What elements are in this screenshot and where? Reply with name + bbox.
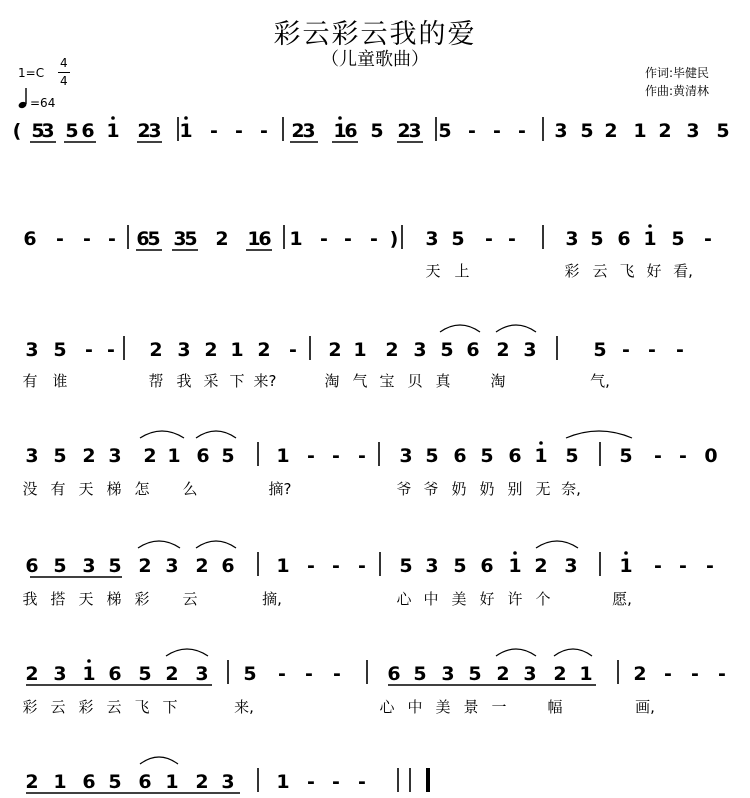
final-barline — [426, 768, 430, 792]
lyric-syllable: 宝 — [379, 372, 395, 390]
note: 3 — [564, 555, 578, 577]
note: 3 — [523, 663, 537, 685]
dash-extension: - — [83, 228, 91, 250]
note: 3 — [148, 120, 162, 142]
lyric-syllable: 飞 — [619, 262, 635, 280]
note: 1 — [508, 555, 522, 577]
tempo-marking: =64 — [30, 96, 56, 110]
note: 1 — [289, 228, 303, 250]
note: 5 — [184, 228, 198, 250]
note: 5 — [438, 120, 452, 142]
note: 2 — [25, 663, 39, 685]
note: 6 — [480, 555, 494, 577]
note: 5 — [53, 555, 67, 577]
lyric-syllable: 淘 — [490, 372, 506, 390]
note: 3 — [523, 339, 537, 361]
note: 2 — [195, 555, 209, 577]
slur-arc — [496, 325, 536, 332]
dash-extension: - — [468, 120, 476, 142]
lyric-syllable: 飞 — [134, 698, 150, 716]
note: 1 — [353, 339, 367, 361]
dash-extension: - — [622, 339, 630, 361]
dash-extension: - — [344, 228, 352, 250]
note: 6 — [453, 445, 467, 467]
lyric-syllable: 彩 — [564, 262, 580, 280]
dash-extension: - — [108, 228, 116, 250]
lyric-syllable: 心 — [379, 698, 395, 716]
time-signature-top: 4 — [60, 56, 68, 70]
dash-extension: - — [320, 228, 328, 250]
note: 5 — [451, 228, 465, 250]
lyric-syllable: 有 — [22, 372, 38, 390]
lyric-syllable: 搭 — [50, 590, 66, 608]
lyric-syllable: 许 — [507, 590, 523, 608]
lyric-syllable: 个 — [535, 590, 551, 608]
note: 2 — [496, 663, 510, 685]
note: 1 — [276, 445, 290, 467]
note: 3 — [82, 555, 96, 577]
slur-arc — [140, 431, 184, 438]
dash-extension: - — [691, 663, 699, 685]
note: 3 — [195, 663, 209, 685]
note: 5 — [53, 339, 67, 361]
slur-arc — [554, 649, 592, 656]
note: 3 — [221, 771, 235, 793]
lyric-syllable: 美 — [435, 698, 451, 716]
note: 6 — [138, 771, 152, 793]
note: 2 — [165, 663, 179, 685]
lyric-syllable: 有 — [50, 480, 66, 498]
note: 3 — [302, 120, 316, 142]
note: 5 — [221, 445, 235, 467]
dash-extension: - — [305, 663, 313, 685]
note: 2 — [257, 339, 271, 361]
lyric-syllable: 天 — [78, 480, 94, 498]
lyric-syllable: 么 — [182, 480, 198, 498]
note: 2 — [397, 120, 411, 142]
lyric-syllable: 摘? — [268, 480, 292, 498]
note: 5 — [480, 445, 494, 467]
slur-arc — [138, 541, 180, 548]
dash-extension: - — [56, 228, 64, 250]
key-signature: 1=C — [18, 66, 45, 80]
note: 5 — [147, 228, 161, 250]
lyric-syllable: 下 — [162, 698, 178, 716]
high-octave-dot — [539, 441, 543, 445]
note: 1 — [333, 120, 347, 142]
lyric-syllable: 彩 — [78, 698, 94, 716]
dash-extension: - — [679, 555, 687, 577]
note: ( — [12, 120, 22, 142]
note: 5 — [413, 663, 427, 685]
dash-extension: - — [654, 555, 662, 577]
note: 6 — [508, 445, 522, 467]
note: 3 — [425, 228, 439, 250]
slur-arc — [196, 431, 236, 438]
note: 6 — [23, 228, 37, 250]
note: 1 — [53, 771, 67, 793]
note: 3 — [25, 339, 39, 361]
note: 3 — [554, 120, 568, 142]
note: 6 — [25, 555, 39, 577]
note: 2 — [204, 339, 218, 361]
note: 3 — [108, 445, 122, 467]
dash-extension: - — [648, 339, 656, 361]
note: 2 — [143, 445, 157, 467]
slur-arc — [166, 649, 208, 656]
high-octave-dot — [111, 116, 115, 120]
dash-extension: - — [493, 120, 501, 142]
note: 2 — [385, 339, 399, 361]
note: 2 — [604, 120, 618, 142]
high-octave-dot — [87, 659, 91, 663]
note: 2 — [25, 771, 39, 793]
lyric-syllable: 怎 — [134, 480, 150, 498]
note: 5 — [243, 663, 257, 685]
note: 2 — [553, 663, 567, 685]
note: 2 — [496, 339, 510, 361]
note: 6 — [344, 120, 358, 142]
lyric-syllable: 愿, — [612, 590, 632, 608]
lyric-syllable: 彩 — [22, 698, 38, 716]
lyric-syllable: 心 — [396, 590, 412, 608]
lyricist-credit: 作词:毕健民 — [645, 66, 710, 80]
slur-arc — [566, 431, 632, 438]
note: 3 — [53, 663, 67, 685]
lyric-syllable: 美 — [451, 590, 467, 608]
lyric-syllable: 云 — [182, 590, 198, 608]
note: 3 — [399, 445, 413, 467]
lyric-syllable: 梯 — [106, 480, 122, 498]
lyric-syllable: 天 — [78, 590, 94, 608]
dash-extension: - — [235, 120, 243, 142]
note: 3 — [165, 555, 179, 577]
lyric-syllable: 来, — [234, 698, 254, 716]
note: 5 — [108, 771, 122, 793]
note: 6 — [387, 663, 401, 685]
note: 1 — [179, 120, 193, 142]
note: 6 — [136, 228, 150, 250]
dash-extension: - — [654, 445, 662, 467]
note: 6 — [221, 555, 235, 577]
high-octave-dot — [648, 224, 652, 228]
lyric-syllable: 天 — [425, 262, 441, 280]
lyric-syllable: 无 — [535, 480, 551, 498]
time-signature-bottom: 4 — [60, 74, 68, 88]
dash-extension: - — [210, 120, 218, 142]
note: 5 — [425, 445, 439, 467]
note: 1 — [106, 120, 120, 142]
lyric-syllable: 中 — [423, 590, 439, 608]
note: 5 — [440, 339, 454, 361]
dash-extension: - — [307, 771, 315, 793]
lyric-syllable: 彩 — [134, 590, 150, 608]
note: 3 — [565, 228, 579, 250]
note: 1 — [579, 663, 593, 685]
note: 3 — [441, 663, 455, 685]
note: 6 — [196, 445, 210, 467]
slur-arc — [440, 325, 480, 332]
note: 5 — [399, 555, 413, 577]
dash-extension: - — [289, 339, 297, 361]
note: 5 — [108, 555, 122, 577]
note: 2 — [149, 339, 163, 361]
lyric-syllable: 云 — [106, 698, 122, 716]
song-subtitle: （儿童歌曲） — [321, 49, 429, 70]
lyric-syllable: 真 — [435, 372, 451, 390]
lyric-syllable: 气, — [590, 372, 610, 390]
note: 2 — [195, 771, 209, 793]
note: 2 — [658, 120, 672, 142]
note: 1 — [167, 445, 181, 467]
lyric-syllable: 中 — [407, 698, 423, 716]
lyric-syllable: 贝 — [407, 372, 423, 390]
note: 6 — [82, 771, 96, 793]
note: 0 — [704, 445, 718, 467]
note: 3 — [41, 120, 55, 142]
lyric-syllable: 下 — [229, 372, 245, 390]
note: 3 — [177, 339, 191, 361]
note: 1 — [534, 445, 548, 467]
note: 5 — [593, 339, 607, 361]
lyric-syllable: 谁 — [52, 372, 68, 390]
lyric-syllable: 摘, — [262, 590, 282, 608]
high-octave-dot — [338, 116, 342, 120]
dash-extension: - — [332, 445, 340, 467]
lyric-syllable: 爷 — [423, 480, 439, 498]
lyric-syllable: 采 — [203, 372, 219, 390]
note: 5 — [31, 120, 45, 142]
dash-extension: - — [358, 771, 366, 793]
note: 3 — [25, 445, 39, 467]
dash-extension: - — [307, 445, 315, 467]
note: 5 — [453, 555, 467, 577]
note: 5 — [716, 120, 730, 142]
note: 1 — [619, 555, 633, 577]
lyric-syllable: 来? — [253, 372, 277, 390]
lyric-syllable: 奶 — [479, 480, 495, 498]
dash-extension: - — [704, 228, 712, 250]
high-octave-dot — [513, 551, 517, 555]
dash-extension: - — [370, 228, 378, 250]
note: 1 — [276, 555, 290, 577]
note: 6 — [617, 228, 631, 250]
note: 5 — [65, 120, 79, 142]
slur-arc — [140, 757, 178, 764]
slur-arc — [196, 541, 236, 548]
note: ) — [389, 228, 399, 250]
note: 5 — [565, 445, 579, 467]
lyric-syllable: 看, — [673, 262, 693, 280]
lyric-syllable: 我 — [22, 590, 38, 608]
note: 1 — [633, 120, 647, 142]
dash-extension: - — [332, 555, 340, 577]
note: 3 — [413, 339, 427, 361]
note: 5 — [590, 228, 604, 250]
dash-extension: - — [278, 663, 286, 685]
note: 1 — [230, 339, 244, 361]
dash-extension: - — [518, 120, 526, 142]
note: 3 — [425, 555, 439, 577]
lyric-syllable: 没 — [22, 480, 38, 498]
note: 1 — [276, 771, 290, 793]
high-octave-dot — [624, 551, 628, 555]
note: 6 — [466, 339, 480, 361]
dash-extension: - — [664, 663, 672, 685]
dash-extension: - — [706, 555, 714, 577]
lyric-syllable: 帮 — [148, 372, 164, 390]
lyric-syllable: 梯 — [106, 590, 122, 608]
dash-extension: - — [508, 228, 516, 250]
note: 5 — [580, 120, 594, 142]
note: 1 — [643, 228, 657, 250]
lyric-syllable: 画, — [635, 698, 655, 716]
dash-extension: - — [676, 339, 684, 361]
note: 1 — [165, 771, 179, 793]
note: 1 — [82, 663, 96, 685]
note: 2 — [633, 663, 647, 685]
note: 2 — [215, 228, 229, 250]
lyric-syllable: 云 — [50, 698, 66, 716]
note: 2 — [328, 339, 342, 361]
slur-arc — [496, 649, 536, 656]
note: 5 — [370, 120, 384, 142]
lyric-syllable: 云 — [592, 262, 608, 280]
lyric-syllable: 我 — [176, 372, 192, 390]
dash-extension: - — [260, 120, 268, 142]
note: 5 — [671, 228, 685, 250]
note: 3 — [173, 228, 187, 250]
dash-extension: - — [107, 339, 115, 361]
note: 6 — [108, 663, 122, 685]
dash-extension: - — [718, 663, 726, 685]
high-octave-dot — [184, 116, 188, 120]
lyric-syllable: 爷 — [396, 480, 412, 498]
composer-credit: 作曲:黄清林 — [645, 84, 710, 98]
note: 5 — [53, 445, 67, 467]
dash-extension: - — [332, 771, 340, 793]
lyric-syllable: 别 — [507, 480, 523, 498]
lyric-syllable: 好 — [479, 590, 495, 608]
note: 2 — [82, 445, 96, 467]
note: 6 — [258, 228, 272, 250]
song-title: 彩云彩云我的爱 — [273, 19, 477, 50]
dash-extension: - — [485, 228, 493, 250]
note: 2 — [291, 120, 305, 142]
dash-extension: - — [358, 555, 366, 577]
lyric-syllable: 景 — [463, 698, 479, 716]
dash-extension: - — [333, 663, 341, 685]
lyric-syllable: 好 — [646, 262, 662, 280]
dash-extension: - — [85, 339, 93, 361]
dash-extension: - — [679, 445, 687, 467]
lyric-syllable: 上 — [454, 262, 470, 280]
lyric-syllable: 淘 — [324, 372, 340, 390]
note: 2 — [138, 555, 152, 577]
lyric-syllable: 一 — [491, 698, 507, 716]
lyric-syllable: 奈, — [561, 480, 581, 498]
lyric-syllable: 奶 — [451, 480, 467, 498]
note: 3 — [408, 120, 422, 142]
lyric-syllable: 幅 — [547, 698, 563, 716]
note: 5 — [468, 663, 482, 685]
note: 2 — [534, 555, 548, 577]
dash-extension: - — [307, 555, 315, 577]
note: 6 — [81, 120, 95, 142]
note: 1 — [247, 228, 261, 250]
note: 3 — [686, 120, 700, 142]
note: 2 — [137, 120, 151, 142]
note: 5 — [138, 663, 152, 685]
dash-extension: - — [358, 445, 366, 467]
slur-arc — [536, 541, 578, 548]
note: 5 — [619, 445, 633, 467]
lyric-syllable: 气 — [352, 372, 368, 390]
